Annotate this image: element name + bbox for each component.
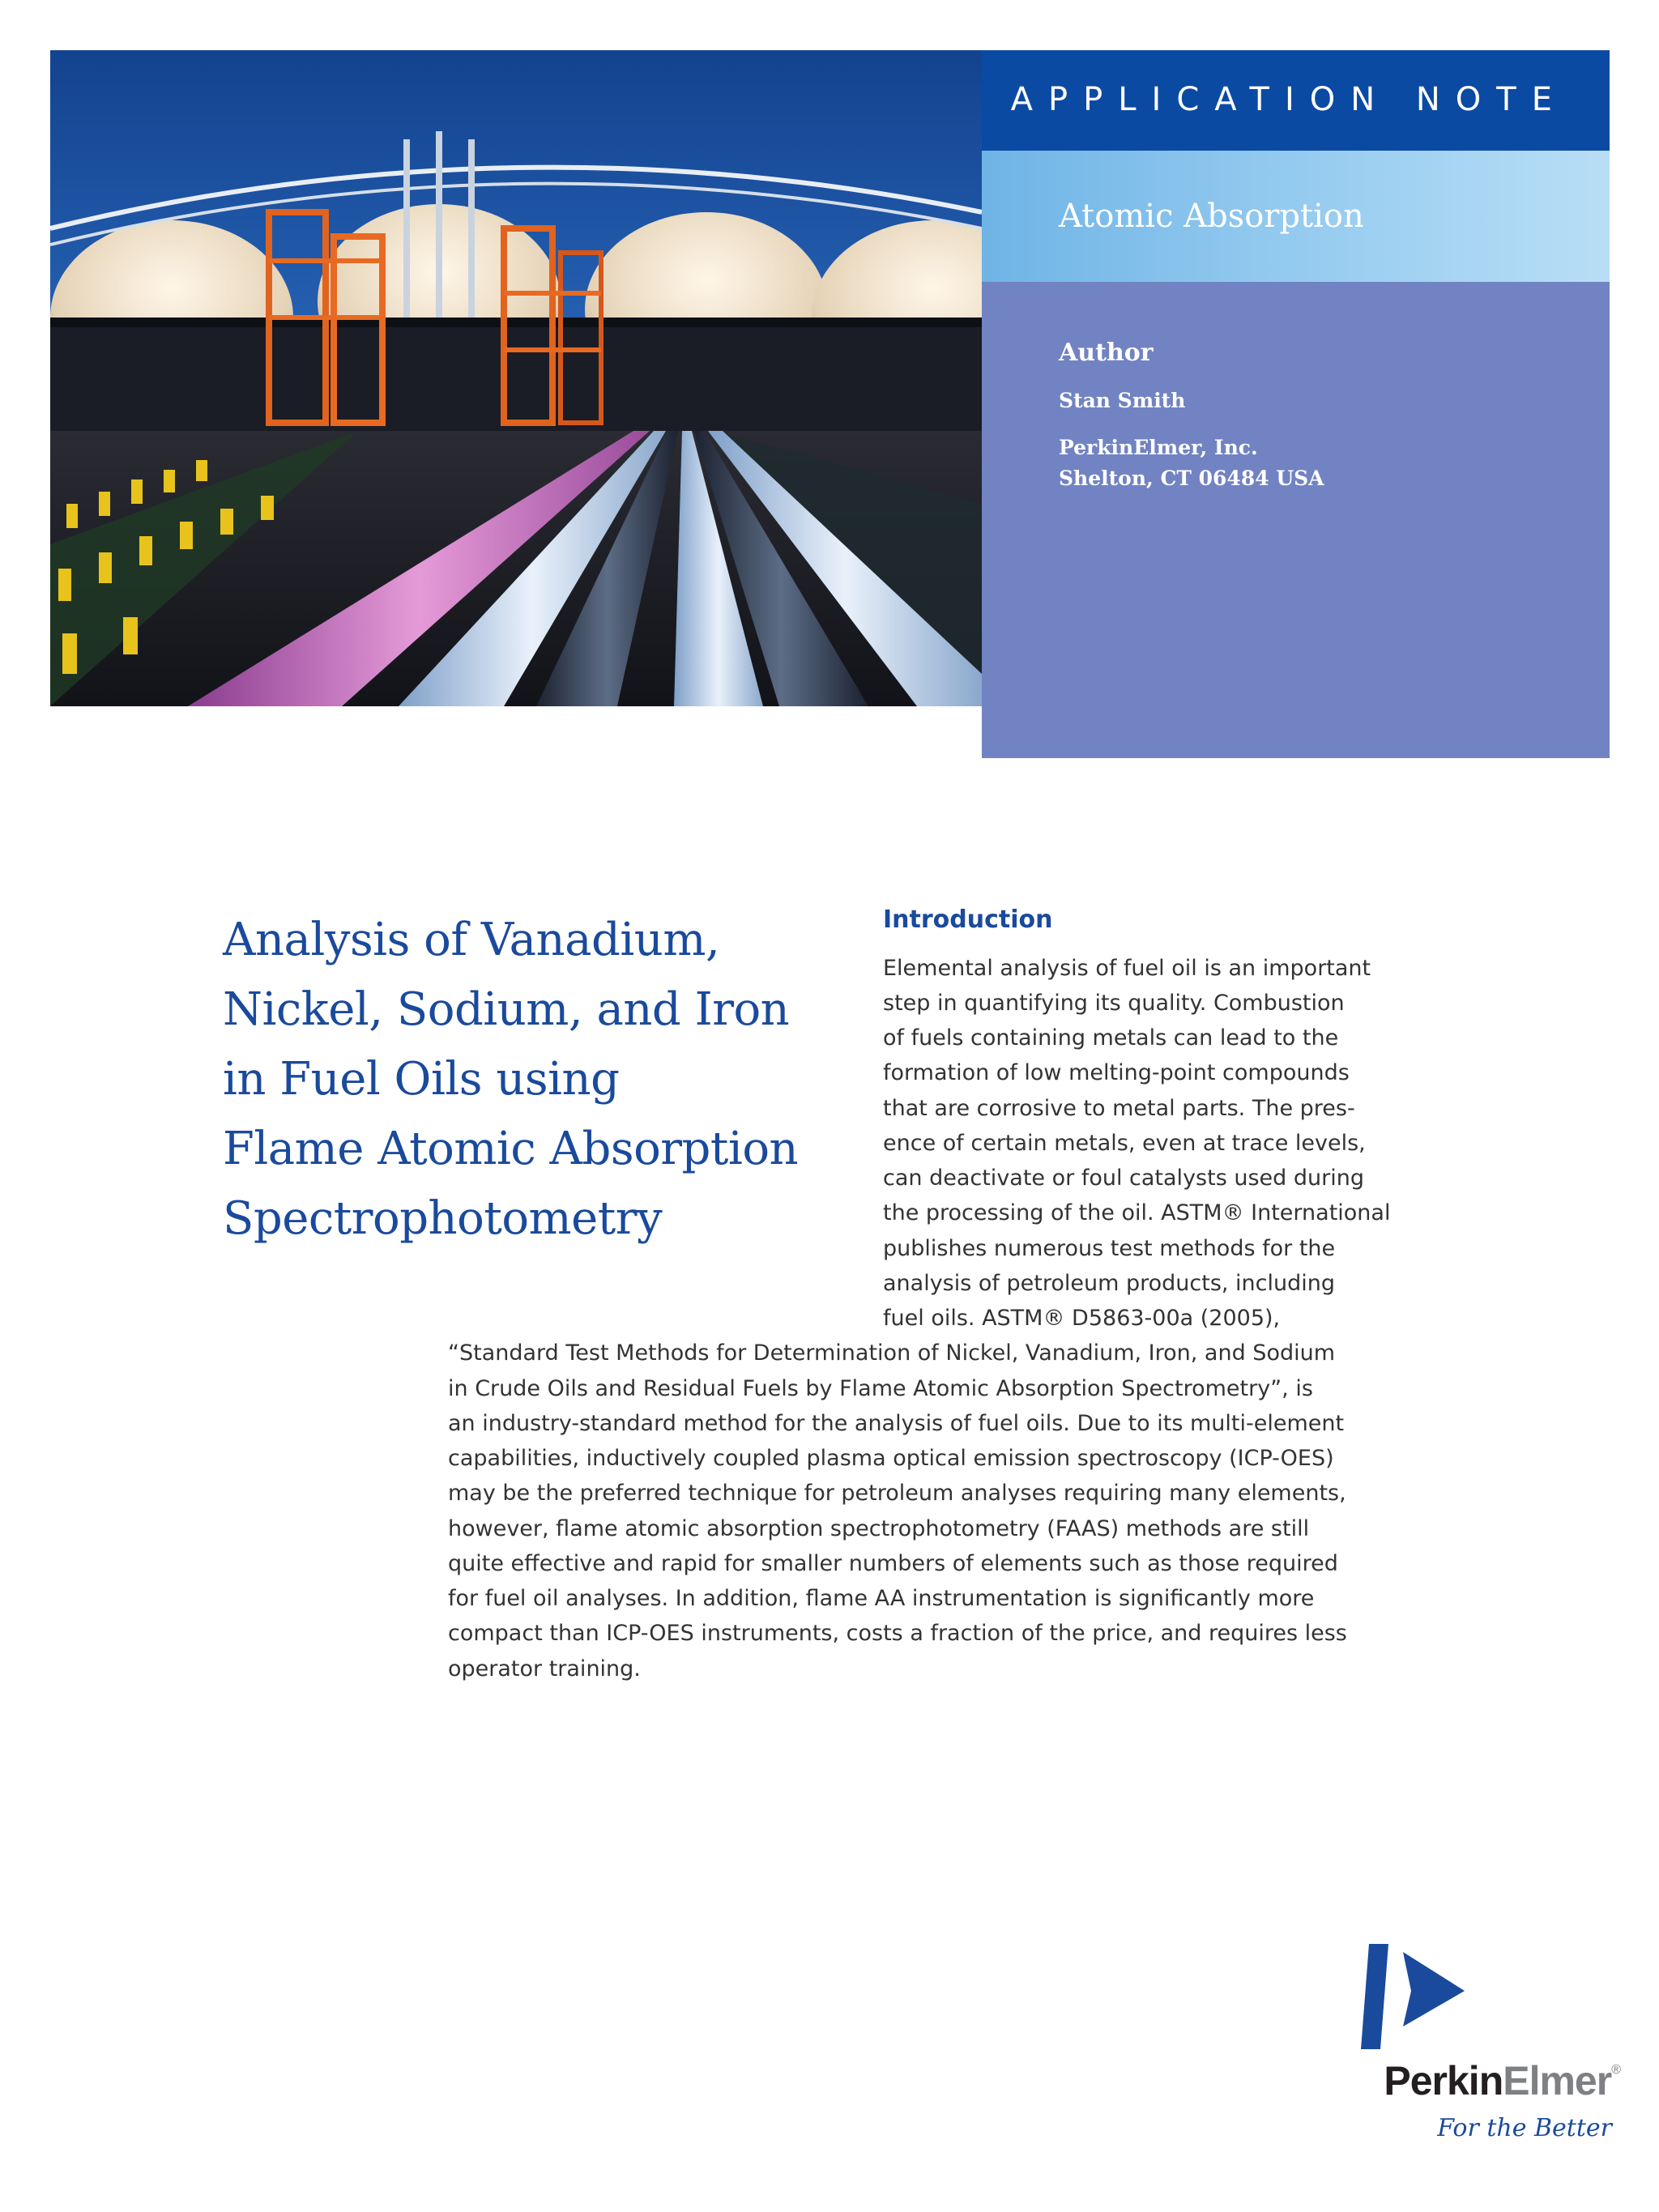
intro-line: of fuels containing metals can lead to the (883, 1025, 1339, 1051)
intro-line: can deactivate or foul catalysts used during (883, 1166, 1364, 1191)
author-heading: Author (1059, 339, 1154, 367)
registered-mark: ® (1611, 2063, 1620, 2077)
intro-line: step in quantifying its quality. Combustion (883, 991, 1345, 1016)
hero-photo-pipelines (50, 50, 982, 706)
logo-wordmark (1384, 2057, 1620, 2104)
perkinelmer-p-mark-icon (1361, 1944, 1466, 2049)
intro-line: operator training. (448, 1656, 641, 1681)
logo-word-perkin: Perkin (1384, 2058, 1503, 2103)
title-line: in Fuel Oils using (223, 1053, 620, 1106)
title-line: Analysis of Vanadium, (223, 914, 720, 966)
intro-line: analysis of petroleum products, including (883, 1271, 1336, 1296)
intro-line: may be the preferred technique for petroleum analyses requiring many elements, (448, 1481, 1346, 1506)
author-name: Stan Smith (1059, 389, 1186, 412)
author-panel (982, 282, 1610, 758)
logo-tagline: For the Better (1437, 2114, 1612, 2142)
intro-line: the processing of the oil. ASTM® International (883, 1200, 1391, 1225)
application-note-bar (982, 50, 1610, 151)
intro-line: that are corrosive to metal parts. The pres- (883, 1096, 1355, 1121)
intro-line: capabilities, inductively coupled plasma optical emission spectroscopy (ICP-OES) (448, 1446, 1334, 1471)
intro-line: fuel oils. ASTM® D5863-00a (2005), (883, 1306, 1281, 1331)
logo-word-elmer: Elmer (1503, 2058, 1612, 2103)
author-organization: PerkinElmer, Inc. (1059, 436, 1258, 459)
intro-line: in Crude Oils and Residual Fuels by Flame Atomic Absorption Spectrometry”, is (448, 1376, 1313, 1401)
intro-line: however, flame atomic absorption spectrophotometry (FAAS) methods are still (448, 1516, 1310, 1541)
intro-line: Elemental analysis of fuel oil is an important (883, 956, 1371, 981)
perkinelmer-logo (1247, 1944, 1620, 2142)
intro-line: quite effective and rapid for smaller numbers of elements such as those required (448, 1551, 1338, 1576)
intro-line: “Standard Test Methods for Determination of Nickel, Vanadium, Iron, and Sodium (448, 1340, 1336, 1366)
intro-line: compact than ICP-OES instruments, costs a fraction of the price, and requires less (448, 1621, 1347, 1646)
category-band (982, 151, 1610, 282)
title-line: Flame Atomic Absorption (223, 1123, 799, 1175)
category-label: Atomic Absorption (1059, 198, 1364, 235)
title-line: Spectrophotometry (223, 1192, 663, 1245)
intro-line: for fuel oil analyses. In addition, flame AA instrumentation is significantly more (448, 1586, 1315, 1611)
document-title (223, 906, 855, 1254)
intro-line: an industry-standard method for the analysis of fuel oils. Due to its multi-element (448, 1411, 1345, 1436)
document-type-label: APPLICATION NOTE (1010, 81, 1567, 118)
title-line: Nickel, Sodium, and Iron (223, 983, 790, 1036)
author-address: Shelton, CT 06484 USA (1059, 467, 1324, 490)
intro-line: formation of low melting-point compounds (883, 1060, 1350, 1085)
introduction-heading: Introduction (883, 906, 1053, 934)
intro-line: ence of certain metals, even at trace levels, (883, 1131, 1366, 1156)
intro-line: publishes numerous test methods for the (883, 1236, 1336, 1261)
